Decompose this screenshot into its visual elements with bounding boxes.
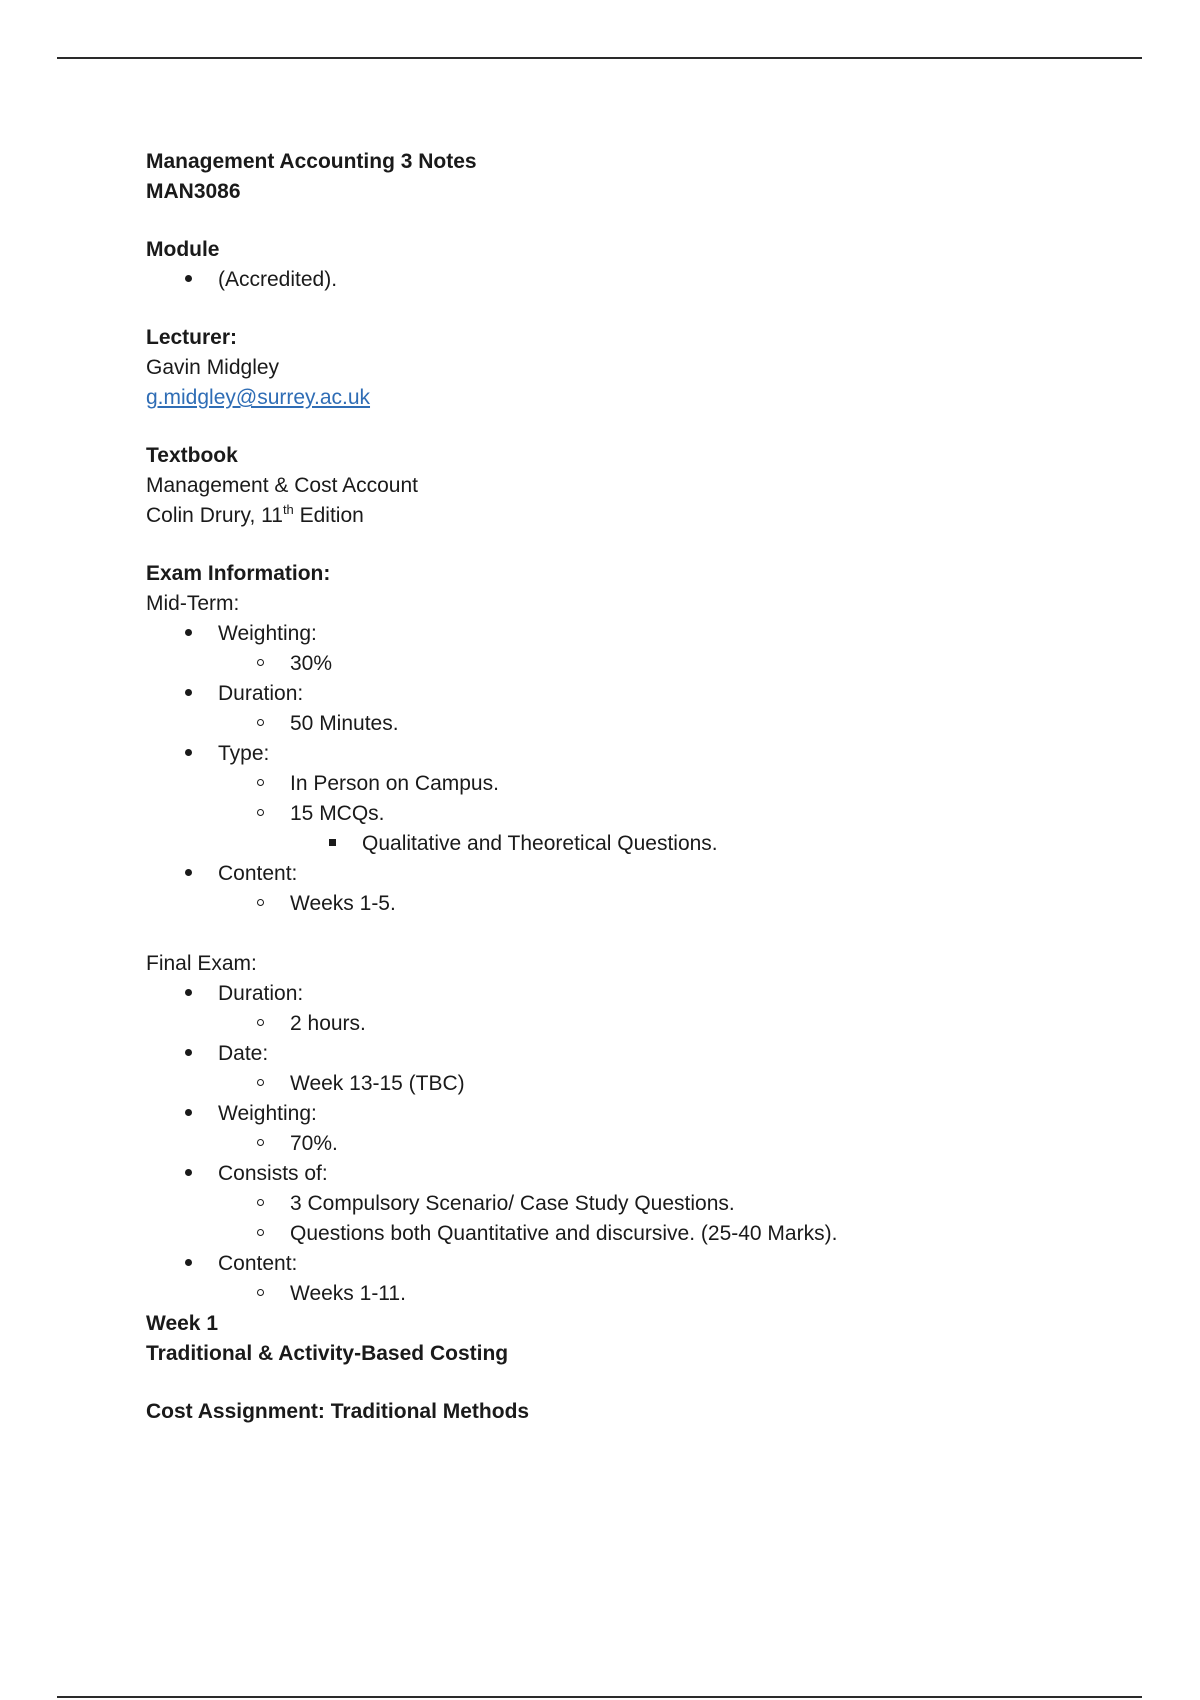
list-item: Content: (146, 1249, 1106, 1279)
list-item: Type: (146, 739, 1106, 769)
edition-superscript: th (282, 502, 294, 517)
bullet-icon (178, 679, 198, 709)
bullet-icon (178, 1039, 198, 1069)
circle-bullet-icon (250, 769, 270, 799)
section-heading: Cost Assignment: Traditional Methods (146, 1400, 530, 1423)
bullet-icon (178, 1249, 198, 1279)
list-item: Weeks 1-5. (146, 889, 1106, 919)
midterm-label: Mid-Term: (146, 592, 240, 615)
bullet-icon (178, 739, 198, 769)
lecturer-email-link[interactable]: g.midgley@surrey.ac.uk (146, 386, 371, 409)
document-title: Management Accounting 3 Notes (146, 150, 477, 173)
exam-heading: Exam Information: (146, 562, 331, 585)
circle-bullet-icon (250, 1129, 270, 1159)
circle-bullet-icon (250, 709, 270, 739)
circle-bullet-icon (250, 649, 270, 679)
textbook-title: Management & Cost Account (146, 474, 418, 497)
lecturer-name: Gavin Midgley (146, 356, 280, 379)
circle-bullet-icon (250, 1219, 270, 1249)
circle-bullet-icon (250, 889, 270, 919)
list-item: Weighting: (146, 1099, 1106, 1129)
list-item: In Person on Campus. (146, 769, 1106, 799)
list-item: Date: (146, 1039, 1106, 1069)
circle-bullet-icon (250, 1279, 270, 1309)
bullet-icon (178, 265, 198, 295)
list-item: Week 13-15 (TBC) (146, 1069, 1106, 1099)
bullet-icon (178, 859, 198, 889)
square-bullet-icon (322, 829, 342, 859)
week-topic: Traditional & Activity-Based Costing (146, 1342, 509, 1365)
list-item: Qualitative and Theoretical Questions. (146, 829, 1106, 859)
bullet-icon (178, 1099, 198, 1129)
list-item: Weeks 1-11. (146, 1279, 1106, 1309)
module-code: MAN3086 (146, 180, 241, 203)
header-rule (57, 57, 1142, 59)
bullet-icon (178, 1159, 198, 1189)
list-item: 70%. (146, 1129, 1106, 1159)
list-item: (Accredited). (146, 265, 1106, 295)
textbook-author-edition: Colin Drury, 11th Edition (146, 502, 364, 527)
list-item: 2 hours. (146, 1009, 1106, 1039)
list-item: 30% (146, 649, 1106, 679)
footer-rule (57, 1696, 1142, 1698)
week-label: Week 1 (146, 1312, 218, 1335)
circle-bullet-icon (250, 1189, 270, 1219)
list-item: 15 MCQs. (146, 799, 1106, 829)
list-item: Weighting: (146, 619, 1106, 649)
circle-bullet-icon (250, 1009, 270, 1039)
list-item: Questions both Quantitative and discursive. (25-40 Marks). (146, 1219, 1106, 1249)
textbook-heading: Textbook (146, 444, 238, 467)
final-exam-label: Final Exam: (146, 952, 257, 975)
list-item: Content: (146, 859, 1106, 889)
list-item: Duration: (146, 979, 1106, 1009)
bullet-icon (178, 979, 198, 1009)
lecturer-heading: Lecturer: (146, 326, 238, 349)
circle-bullet-icon (250, 1069, 270, 1099)
bullet-icon (178, 619, 198, 649)
document-body (146, 147, 1106, 1427)
list-item: Duration: (146, 679, 1106, 709)
circle-bullet-icon (250, 799, 270, 829)
module-heading: Module (146, 238, 220, 261)
list-item: 3 Compulsory Scenario/ Case Study Questions. (146, 1189, 1106, 1219)
list-item: Consists of: (146, 1159, 1106, 1189)
list-item: 50 Minutes. (146, 709, 1106, 739)
